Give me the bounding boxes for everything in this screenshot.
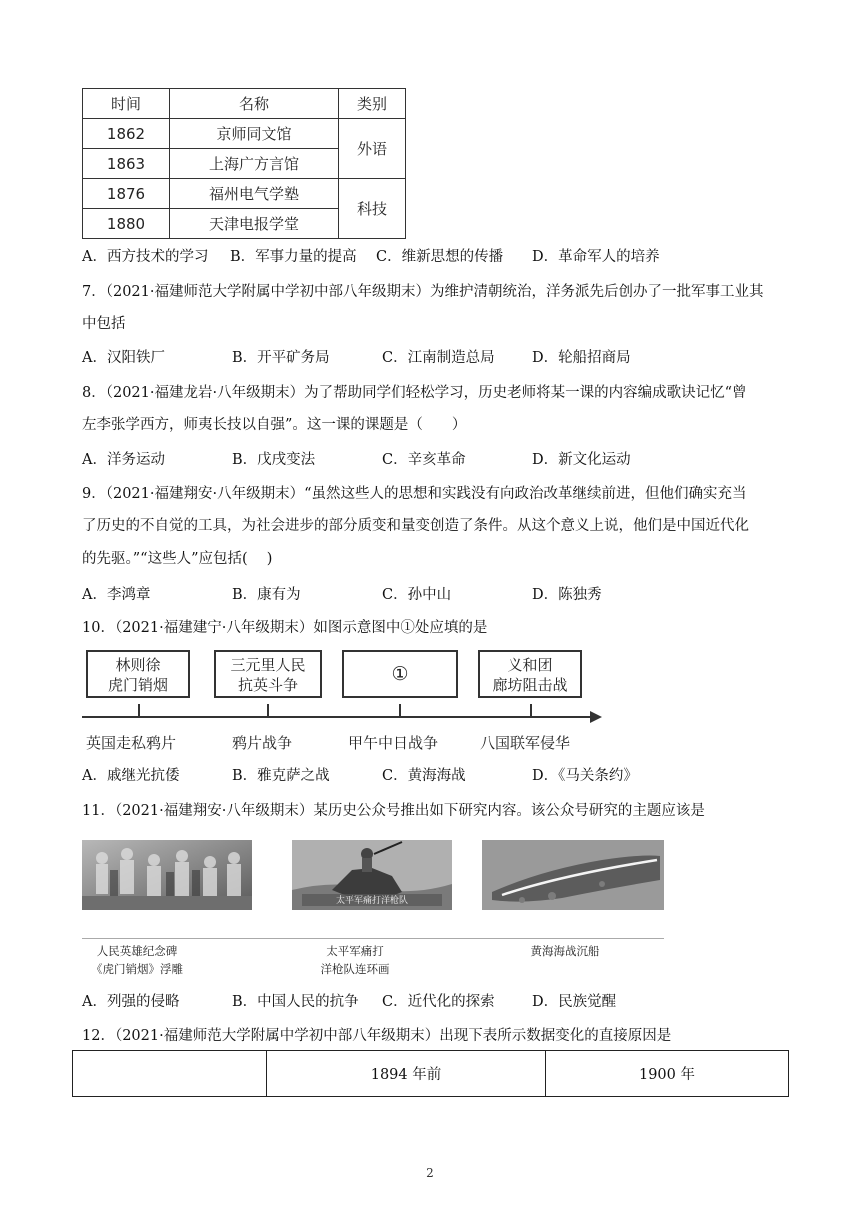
option-c[interactable]: C．维新思想的传播 <box>376 249 504 265</box>
option-d[interactable]: D．革命军人的培养 <box>532 249 660 265</box>
option-a[interactable]: A．李鸿章 <box>82 587 151 603</box>
question-7-text: 中包括 <box>82 316 126 332</box>
timeline-label: 鸦片战争 <box>232 734 293 752</box>
table-cell: 1862 <box>83 119 170 149</box>
question-10-text: 10．（2021·福建建宁·八年级期末）如图示意图中①处应填的是 <box>82 620 488 636</box>
table-header: 类别 <box>339 89 406 119</box>
question-7-text: 7．（2021·福建师范大学附属中学初中部八年级期末）为维护清朝统治，洋务派先后创办了一批军事工业其 <box>82 284 764 300</box>
option-b[interactable]: B．雅克萨之战 <box>232 768 330 784</box>
question-9-text: 了历史的不自觉的工具，为社会进步的部分质变和量变创造了条件。从这个意义上说，他们是中国近代化 <box>82 518 749 534</box>
table-cell: 福州电气学塾 <box>170 179 339 209</box>
table-header: 1900 年 <box>546 1051 789 1097</box>
schools-table <box>82 88 406 239</box>
caption-line: 人民英雄纪念碑 <box>96 944 178 958</box>
option-b[interactable]: B．军事力量的提高 <box>230 249 357 265</box>
timeline-box-text: 廊坊阻击战 <box>492 676 568 694</box>
timeline-label: 英国走私鸦片 <box>86 734 177 752</box>
option-a[interactable]: A．戚继光抗倭 <box>82 768 180 784</box>
question-11-text: 11．（2021·福建翔安·八年级期末）某历史公众号推出如下研究内容。该公众号研究的主题应该是 <box>82 803 705 819</box>
option-d[interactable]: D．陈独秀 <box>532 587 602 603</box>
caption-line: 洋枪队连环画 <box>320 962 390 976</box>
table-cell: 1863 <box>83 149 170 179</box>
table-header: 名称 <box>170 89 339 119</box>
option-a[interactable]: A．列强的侵略 <box>82 994 180 1010</box>
question-8-text: 左李张学西方，师夷长技以自强”。这一课的课题是（ ） <box>82 417 467 433</box>
option-a[interactable]: A．西方技术的学习 <box>82 249 209 265</box>
timeline-arrow-icon <box>590 711 602 723</box>
image-caption <box>82 942 192 978</box>
option-b[interactable]: B．开平矿务局 <box>232 350 330 366</box>
timeline-box <box>86 650 190 698</box>
timeline-tick <box>267 704 269 716</box>
timeline-tick <box>138 704 140 716</box>
table-cell: 1876 <box>83 179 170 209</box>
question-12-text: 12．（2021·福建师范大学附属中学初中部八年级期末）出现下表所示数据变化的直接原因是 <box>82 1028 672 1044</box>
option-d[interactable]: D．《马关条约》 <box>532 768 638 784</box>
timeline-box <box>478 650 582 698</box>
option-d[interactable]: D．轮船招商局 <box>532 350 631 366</box>
timeline-box-text: 义和团 <box>507 656 553 674</box>
data-table <box>72 1050 789 1097</box>
timeline-label: 八国联军侵华 <box>480 734 571 752</box>
timeline-blank-box <box>342 650 458 698</box>
table-cell: 天津电报学堂 <box>170 209 339 239</box>
table-header: 1894 年前 <box>267 1051 546 1097</box>
option-c[interactable]: C．黄海海战 <box>382 768 466 784</box>
image-strip-divider <box>82 938 664 939</box>
timeline-box-text: 虎门销烟 <box>107 676 168 694</box>
painting-overlay-text: 太平军痛打洋枪队 <box>335 896 409 906</box>
option-c[interactable]: C．江南制造总局 <box>382 350 495 366</box>
table-cell: 1880 <box>83 209 170 239</box>
timeline-box-text: 林则徐 <box>115 656 161 674</box>
question-8-text: 8．（2021·福建龙岩·八年级期末）为了帮助同学们轻松学习，历史老师将某一课的内容编成歌诀记忆“曾 <box>82 385 747 401</box>
taiping-painting <box>292 840 452 910</box>
table-header: 时间 <box>83 89 170 119</box>
option-b[interactable]: B．康有为 <box>232 587 301 603</box>
option-a[interactable]: A．洋务运动 <box>82 452 165 468</box>
image-caption <box>300 942 410 978</box>
question-9-text: 9．（2021·福建翔安·八年级期末）“虽然这些人的思想和实践没有向政治改革继续前进，但他们确实充当 <box>82 486 747 502</box>
question-9-text: 的先驱。”“这些人”应包括( ) <box>82 551 273 567</box>
shipwreck-photo <box>482 840 664 910</box>
option-d[interactable]: D．新文化运动 <box>532 452 631 468</box>
timeline-box-text: 抗英斗争 <box>237 676 298 694</box>
timeline-axis <box>82 716 592 718</box>
timeline-label: 甲午中日战争 <box>348 734 439 752</box>
timeline-tick <box>399 704 401 716</box>
table-cell: 外语 <box>339 119 406 179</box>
page-number: 2 <box>426 1166 434 1180</box>
table-cell: 科技 <box>339 179 406 239</box>
option-c[interactable]: C．孙中山 <box>382 587 452 603</box>
image-caption <box>510 942 620 960</box>
timeline-tick <box>530 704 532 716</box>
timeline-box-text: ① <box>391 663 409 685</box>
table-cell: 上海广方言馆 <box>170 149 339 179</box>
caption-line: 黄海海战沉船 <box>530 944 600 958</box>
option-c[interactable]: C．辛亥革命 <box>382 452 466 468</box>
option-d[interactable]: D．民族觉醒 <box>532 994 617 1010</box>
relief-sculpture-photo <box>82 840 252 910</box>
option-a[interactable]: A．汉阳铁厂 <box>82 350 165 366</box>
option-b[interactable]: B．中国人民的抗争 <box>232 994 359 1010</box>
option-c[interactable]: C．近代化的探索 <box>382 994 495 1010</box>
table-header <box>73 1051 267 1097</box>
caption-line: 《虎门销烟》浮雕 <box>91 962 183 976</box>
timeline-box <box>214 650 322 698</box>
option-b[interactable]: B．戊戌变法 <box>232 452 316 468</box>
caption-line: 太平军痛打 <box>326 944 384 958</box>
timeline-box-text: 三元里人民 <box>230 656 306 674</box>
table-cell: 京师同文馆 <box>170 119 339 149</box>
